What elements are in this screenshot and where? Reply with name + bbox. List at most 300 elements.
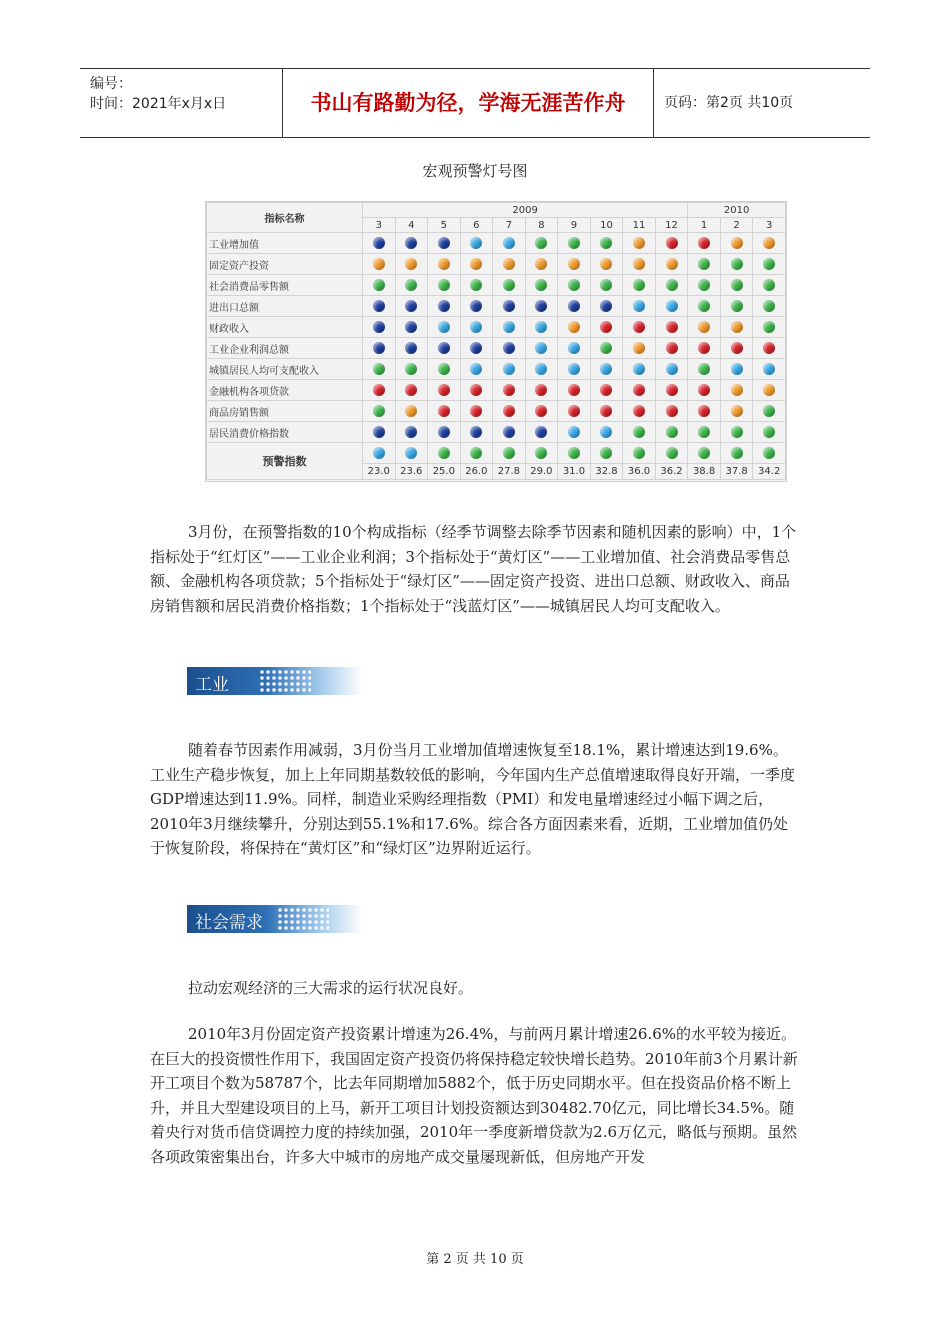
warning-light-yellow xyxy=(763,237,775,249)
light-cell xyxy=(558,380,591,401)
warning-light-red xyxy=(698,405,710,417)
warning-light-blue xyxy=(470,342,482,354)
index-value: 29.0 xyxy=(525,464,558,480)
warning-light-green xyxy=(698,300,710,312)
light-cell xyxy=(363,380,396,401)
warning-light-blue xyxy=(438,342,450,354)
indicator-row xyxy=(207,233,786,254)
warning-light-lightblue xyxy=(503,363,515,375)
light-cell xyxy=(460,338,493,359)
warning-light-green xyxy=(503,447,515,459)
light-cell xyxy=(753,443,786,464)
light-cell xyxy=(493,254,526,275)
warning-light-green xyxy=(535,447,547,459)
warning-light-green xyxy=(373,363,385,375)
warning-light-yellow xyxy=(633,237,645,249)
warning-light-red xyxy=(698,384,710,396)
light-cell xyxy=(753,401,786,422)
warning-light-green xyxy=(633,426,645,438)
warning-light-blue xyxy=(600,300,612,312)
warning-light-yellow xyxy=(600,258,612,270)
number-label: 编号： xyxy=(90,76,132,92)
warning-light-yellow xyxy=(373,258,385,270)
light-cell xyxy=(655,380,688,401)
month-header: 7 xyxy=(493,218,526,233)
indicator-row xyxy=(207,401,786,422)
light-cell xyxy=(655,359,688,380)
light-cell xyxy=(493,443,526,464)
warning-light-lightblue xyxy=(470,321,482,333)
month-header: 10 xyxy=(590,218,623,233)
light-cell xyxy=(720,338,753,359)
month-header: 9 xyxy=(558,218,591,233)
warning-light-yellow xyxy=(568,321,580,333)
warning-light-lightblue xyxy=(600,363,612,375)
warning-light-lightblue xyxy=(633,363,645,375)
light-cell xyxy=(395,422,428,443)
index-value: 36.2 xyxy=(655,464,688,480)
light-cell xyxy=(460,380,493,401)
light-cell xyxy=(493,317,526,338)
indicator-name: 金融机构各项贷款 xyxy=(207,380,363,401)
warning-light-green xyxy=(503,279,515,291)
index-value: 27.8 xyxy=(493,464,526,480)
warning-light-blue xyxy=(535,300,547,312)
index-value: 31.0 xyxy=(558,464,591,480)
warning-light-red xyxy=(666,405,678,417)
warning-light-red xyxy=(405,384,417,396)
light-cell xyxy=(590,401,623,422)
light-cell xyxy=(623,317,656,338)
warning-light-red xyxy=(503,384,515,396)
light-cell xyxy=(395,443,428,464)
warning-light-lightblue xyxy=(568,342,580,354)
warning-light-green xyxy=(666,426,678,438)
indicator-row xyxy=(207,422,786,443)
light-cell xyxy=(363,254,396,275)
warning-light-green xyxy=(731,426,743,438)
warning-light-blue xyxy=(503,300,515,312)
warning-light-red xyxy=(535,384,547,396)
light-cell xyxy=(525,359,558,380)
light-cell xyxy=(395,338,428,359)
light-cell xyxy=(720,275,753,296)
warning-light-lightblue xyxy=(535,363,547,375)
light-cell xyxy=(428,275,461,296)
light-cell xyxy=(590,254,623,275)
light-cell xyxy=(558,233,591,254)
light-cell xyxy=(460,254,493,275)
warning-light-lightblue xyxy=(470,237,482,249)
light-cell xyxy=(525,401,558,422)
warning-light-green xyxy=(568,237,580,249)
light-cell xyxy=(655,254,688,275)
light-cell xyxy=(655,443,688,464)
warning-light-green xyxy=(698,447,710,459)
light-cell xyxy=(525,275,558,296)
warning-light-blue xyxy=(405,237,417,249)
light-cell xyxy=(428,338,461,359)
warning-light-green xyxy=(731,279,743,291)
warning-light-blue xyxy=(535,426,547,438)
light-cell xyxy=(460,275,493,296)
light-cell xyxy=(460,422,493,443)
index-value: 26.0 xyxy=(460,464,493,480)
light-cell xyxy=(590,443,623,464)
light-cell xyxy=(753,359,786,380)
indicator-name: 进出口总额 xyxy=(207,296,363,317)
light-cell xyxy=(720,380,753,401)
warning-light-green xyxy=(535,279,547,291)
warning-light-lightblue xyxy=(666,363,678,375)
section-banner-industry xyxy=(187,667,362,695)
light-cell xyxy=(525,296,558,317)
light-cell xyxy=(428,359,461,380)
light-cell xyxy=(590,275,623,296)
light-cell xyxy=(493,422,526,443)
warning-light-green xyxy=(763,258,775,270)
warning-light-red xyxy=(600,405,612,417)
warning-light-green xyxy=(438,363,450,375)
warning-light-green xyxy=(633,279,645,291)
warning-light-green xyxy=(698,363,710,375)
light-cell xyxy=(688,317,721,338)
header-page-info: 页码：第2页 共10页 xyxy=(664,95,794,111)
warning-light-red xyxy=(666,342,678,354)
warning-light-green xyxy=(600,342,612,354)
warning-light-green xyxy=(600,279,612,291)
warning-light-red xyxy=(535,405,547,417)
warning-light-green xyxy=(666,279,678,291)
warning-light-yellow xyxy=(731,405,743,417)
warning-light-green xyxy=(438,447,450,459)
light-cell xyxy=(688,275,721,296)
light-cell xyxy=(395,233,428,254)
warning-light-red xyxy=(600,384,612,396)
light-cell xyxy=(753,380,786,401)
warning-light-green xyxy=(470,447,482,459)
indicator-name: 固定资产投资 xyxy=(207,254,363,275)
light-cell xyxy=(558,296,591,317)
warning-light-green xyxy=(763,279,775,291)
warning-light-red xyxy=(438,405,450,417)
month-header: 3 xyxy=(753,218,786,233)
light-cell xyxy=(753,254,786,275)
warning-light-yellow xyxy=(568,258,580,270)
light-cell xyxy=(655,233,688,254)
light-cell xyxy=(428,422,461,443)
light-cell xyxy=(623,443,656,464)
warning-light-green xyxy=(535,237,547,249)
warning-light-red xyxy=(568,405,580,417)
warning-light-yellow xyxy=(535,258,547,270)
light-cell xyxy=(460,359,493,380)
warning-light-blue xyxy=(405,300,417,312)
indicator-name-header: 指标名称 xyxy=(207,203,363,233)
light-cell xyxy=(623,275,656,296)
warning-light-lightblue xyxy=(470,363,482,375)
light-cell xyxy=(558,422,591,443)
warning-light-yellow xyxy=(731,384,743,396)
light-cell xyxy=(428,296,461,317)
warning-light-blue xyxy=(470,300,482,312)
warning-light-green xyxy=(666,447,678,459)
warning-light-blue xyxy=(438,300,450,312)
light-cell xyxy=(655,317,688,338)
light-cell xyxy=(525,233,558,254)
light-cell xyxy=(395,317,428,338)
light-cell xyxy=(460,233,493,254)
index-value: 32.8 xyxy=(590,464,623,480)
index-label: 预警指数 xyxy=(207,443,363,480)
light-cell xyxy=(623,401,656,422)
paragraph-demand-intro: 拉动宏观经济的三大需求的运行状况良好。 xyxy=(188,979,474,997)
warning-light-green xyxy=(698,426,710,438)
light-cell xyxy=(363,233,396,254)
warning-light-red xyxy=(600,321,612,333)
section-title-industry: 工业 xyxy=(195,675,229,695)
light-cell xyxy=(525,380,558,401)
light-cell xyxy=(363,443,396,464)
warning-light-red xyxy=(698,342,710,354)
indicator-name: 财政收入 xyxy=(207,317,363,338)
warning-light-red xyxy=(633,384,645,396)
month-header: 3 xyxy=(363,218,396,233)
warning-light-figure xyxy=(205,201,787,482)
warning-light-green xyxy=(731,258,743,270)
light-cell xyxy=(753,233,786,254)
light-cell xyxy=(525,422,558,443)
warning-light-lightblue xyxy=(633,300,645,312)
light-cell xyxy=(590,359,623,380)
light-cell xyxy=(720,401,753,422)
light-cell xyxy=(623,422,656,443)
light-cell xyxy=(688,254,721,275)
warning-light-blue xyxy=(470,426,482,438)
warning-light-green xyxy=(731,447,743,459)
indicator-row xyxy=(207,254,786,275)
light-cell xyxy=(558,359,591,380)
light-cell xyxy=(363,317,396,338)
light-cell xyxy=(428,401,461,422)
warning-light-lightblue xyxy=(503,321,515,333)
indicator-row xyxy=(207,275,786,296)
light-cell xyxy=(590,233,623,254)
light-cell xyxy=(363,401,396,422)
light-cell xyxy=(460,401,493,422)
paragraph-summary: 3月份，在预警指数的10个构成指标（经季节调整去除季节因素和随机因素的影响）中，1个指标处于“红灯区”——工业企业利润；3个指标处于“黄灯区”——工业增加值、社会消费品零售总额、金融机构各项贷款；5个指标处于“绿灯区”——固定资产投资、进出口总额、财政收入、商品房销售额和居民消费价格指数；1个指标处于“浅蓝灯区”——城镇居民人均可支配收入。 xyxy=(150,523,797,615)
warning-light-green xyxy=(568,279,580,291)
warning-light-red xyxy=(633,321,645,333)
warning-light-green xyxy=(763,300,775,312)
light-cell xyxy=(753,422,786,443)
light-cell xyxy=(558,338,591,359)
warning-light-red xyxy=(470,384,482,396)
warning-light-blue xyxy=(373,321,385,333)
section-banner-demand xyxy=(187,905,362,933)
light-cell xyxy=(395,254,428,275)
dot-pattern-decoration xyxy=(259,669,311,693)
light-cell xyxy=(363,422,396,443)
warning-light-red xyxy=(698,237,710,249)
warning-light-green xyxy=(568,447,580,459)
light-cell xyxy=(558,443,591,464)
warning-light-yellow xyxy=(666,258,678,270)
warning-light-yellow xyxy=(763,384,775,396)
light-cell xyxy=(395,275,428,296)
light-cell xyxy=(525,254,558,275)
indicator-row xyxy=(207,317,786,338)
light-cell xyxy=(655,422,688,443)
light-cell xyxy=(493,338,526,359)
warning-light-green xyxy=(405,279,417,291)
light-cell xyxy=(395,401,428,422)
dot-pattern-decoration xyxy=(277,907,329,931)
indicator-row xyxy=(207,380,786,401)
warning-light-lightblue xyxy=(438,321,450,333)
indicator-row xyxy=(207,359,786,380)
light-cell xyxy=(395,359,428,380)
warning-light-blue xyxy=(438,237,450,249)
warning-light-blue xyxy=(503,342,515,354)
light-cell xyxy=(655,338,688,359)
warning-light-blue xyxy=(405,342,417,354)
light-cell xyxy=(460,317,493,338)
warning-light-yellow xyxy=(503,258,515,270)
index-value: 38.8 xyxy=(688,464,721,480)
warning-light-blue xyxy=(373,342,385,354)
index-value: 37.8 xyxy=(720,464,753,480)
light-cell xyxy=(720,359,753,380)
warning-light-green xyxy=(438,279,450,291)
light-cell xyxy=(493,380,526,401)
light-cell xyxy=(428,443,461,464)
light-cell xyxy=(363,338,396,359)
warning-light-lightblue xyxy=(731,363,743,375)
warning-light-green xyxy=(600,447,612,459)
warning-light-lightblue xyxy=(503,237,515,249)
light-cell xyxy=(623,338,656,359)
warning-light-lightblue xyxy=(535,342,547,354)
light-cell xyxy=(493,359,526,380)
light-cell xyxy=(720,296,753,317)
warning-light-blue xyxy=(405,426,417,438)
month-header: 5 xyxy=(428,218,461,233)
light-cell xyxy=(395,296,428,317)
light-cell xyxy=(688,443,721,464)
light-cell xyxy=(395,380,428,401)
month-header: 2 xyxy=(720,218,753,233)
header-motto: 书山有路勤为径，学海无涯苦作舟 xyxy=(283,69,654,137)
warning-light-green xyxy=(600,237,612,249)
indicator-name: 工业企业利润总额 xyxy=(207,338,363,359)
warning-light-green xyxy=(470,279,482,291)
month-header: 6 xyxy=(460,218,493,233)
warning-light-blue xyxy=(373,426,385,438)
light-cell xyxy=(428,254,461,275)
paragraph-industry: 随着春节因素作用减弱，3月份当月工业增加值增速恢复至18.1%，累计增速达到19.6%。工业生产稳步恢复，加上上年同期基数较低的影响，今年国内生产总值增速取得良好开端，一季度GDP增速达到11.9%。同样，制造业采购经理指数（PMI）和发电量增速经过小幅下调之后，2010年3月继续攀升，分别达到55.1%和17.6%。综合各方面因素来看，近期，工业增加值仍处于恢复阶段，将保持在“黄灯区”和“绿灯区”边界附近运行。 xyxy=(150,741,796,857)
light-cell xyxy=(590,422,623,443)
month-header: 8 xyxy=(525,218,558,233)
light-cell xyxy=(753,275,786,296)
warning-light-green xyxy=(633,447,645,459)
warning-light-red xyxy=(763,342,775,354)
light-cell xyxy=(720,443,753,464)
warning-light-yellow xyxy=(405,405,417,417)
warning-light-lightblue xyxy=(535,321,547,333)
indicator-row xyxy=(207,338,786,359)
warning-light-red xyxy=(373,384,385,396)
warning-light-yellow xyxy=(698,321,710,333)
light-cell xyxy=(720,422,753,443)
warning-light-blue xyxy=(568,300,580,312)
light-cell xyxy=(623,380,656,401)
warning-light-red xyxy=(666,384,678,396)
indicator-row xyxy=(207,296,786,317)
light-cell xyxy=(688,401,721,422)
light-cell xyxy=(493,401,526,422)
warning-light-blue xyxy=(438,426,450,438)
light-cell xyxy=(720,317,753,338)
light-cell xyxy=(493,275,526,296)
year-header: 2010 xyxy=(688,203,786,218)
warning-light-blue xyxy=(373,237,385,249)
light-cell xyxy=(590,380,623,401)
warning-light-green xyxy=(698,258,710,270)
light-cell xyxy=(493,233,526,254)
warning-light-table xyxy=(206,202,786,480)
light-cell xyxy=(428,233,461,254)
light-cell xyxy=(655,275,688,296)
warning-light-red xyxy=(503,405,515,417)
indicator-name: 城镇居民人均可支配收入 xyxy=(207,359,363,380)
warning-light-lightblue xyxy=(666,300,678,312)
paragraph-investment: 2010年3月份固定资产投资累计增速为26.4%，与前两月累计增速26.6%的水平较为接近。在巨大的投资惯性作用下，我国固定资产投资仍将保持稳定较快增长趋势。2010年前3个月累计新开工项目个数为58787个，比去年同期增加5882个，低于历史同期水平。但在投资品价格不断上升，并且大型建设项目的上马，新开工项目计划投资额达到30482.70亿元，同比增长34.5%。随着央行对货币信贷调控力度的持续加强，2010年一季度新增贷款为2.6万亿元，略低与预期。虽然各项政策密集出台，许多大中城市的房地产成交量屡现新低，但房地产开发 xyxy=(150,1025,798,1166)
index-value: 25.0 xyxy=(428,464,461,480)
light-cell xyxy=(525,338,558,359)
indicator-name: 工业增加值 xyxy=(207,233,363,254)
light-cell xyxy=(688,422,721,443)
index-value: 34.2 xyxy=(753,464,786,480)
warning-light-yellow xyxy=(731,321,743,333)
warning-light-green xyxy=(405,363,417,375)
light-cell xyxy=(558,254,591,275)
warning-light-yellow xyxy=(633,342,645,354)
light-cell xyxy=(720,233,753,254)
light-cell xyxy=(558,317,591,338)
light-cell xyxy=(753,338,786,359)
warning-light-lightblue xyxy=(568,363,580,375)
warning-light-lightblue xyxy=(373,447,385,459)
warning-light-red xyxy=(666,237,678,249)
light-cell xyxy=(753,296,786,317)
light-cell xyxy=(460,443,493,464)
light-cell xyxy=(363,296,396,317)
warning-light-red xyxy=(633,405,645,417)
index-value: 36.0 xyxy=(623,464,656,480)
warning-light-blue xyxy=(373,300,385,312)
warning-light-yellow xyxy=(438,258,450,270)
warning-light-yellow xyxy=(405,258,417,270)
light-cell xyxy=(655,401,688,422)
light-cell xyxy=(460,296,493,317)
index-value: 23.0 xyxy=(363,464,396,480)
warning-light-red xyxy=(438,384,450,396)
figure-title: 宏观预警灯号图 xyxy=(422,162,528,180)
light-cell xyxy=(590,317,623,338)
light-cell xyxy=(623,233,656,254)
header-meta xyxy=(80,69,283,137)
